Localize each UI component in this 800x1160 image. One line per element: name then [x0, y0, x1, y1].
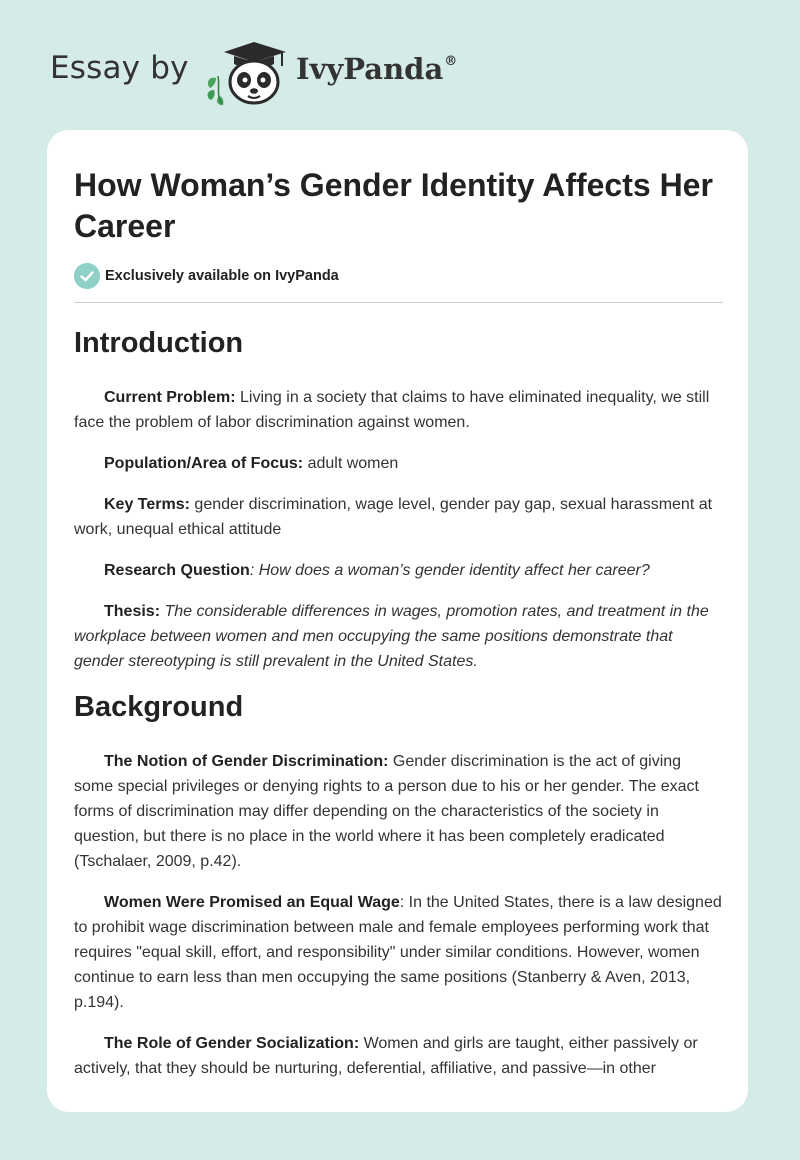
section-heading-introduction: Introduction — [74, 327, 244, 359]
paragraph-text: : In the United States, there is a law designed to prohibit wage discrimination between male and female employees performing work that requires "equal skill, effort, and responsibility" under similar conditions. However, women continue to earn less than men occupying the same positions (Stanberry & Aven, 2013, p.194). — [74, 894, 722, 1011]
paragraph-label: The Role of Gender Socialization: — [104, 1035, 360, 1052]
brand-name[interactable] — [296, 52, 457, 86]
brand-text: IvyPanda — [296, 52, 444, 86]
intro-key-terms — [74, 492, 723, 542]
essay-title: How Woman’s Gender Identity Affects Her Career — [74, 167, 713, 244]
paragraph-text: Gender discrimination is the act of giving some special privileges or denying rights to a person due to his or her gender. The exact forms of discrimination may differ depending on the characteristics of the society in question, but there is no place in the world where it has been completely eradicated (Tschalaer, 2009, p.42). — [74, 753, 699, 870]
check-circle-icon — [74, 263, 100, 289]
background-equal-wage — [74, 890, 723, 1015]
exclusive-text: Exclusively available on IvyPanda — [105, 268, 339, 284]
paragraph-label: Population/Area of Focus: — [104, 455, 304, 472]
intro-research-question — [74, 558, 723, 583]
paragraph-text: How does a woman’s gender identity affect her career? — [254, 562, 650, 579]
paragraph-text: gender discrimination, wage level, gender pay gap, sexual harassment at work, unequal ethical attitude — [74, 496, 713, 538]
divider — [74, 302, 723, 303]
paragraph-label: The Notion of Gender Discrimination: — [104, 753, 389, 770]
paragraph-label-suffix: : — [249, 562, 255, 579]
paragraph-label: Women Were Promised an Equal Wage — [104, 894, 400, 911]
paragraph-label: Current Problem: — [104, 389, 236, 406]
essay-card — [47, 130, 748, 1112]
essay-by-label: Essay by — [50, 50, 189, 86]
paragraph-label: Research Question — [104, 562, 250, 579]
paragraph-text: Living in a society that claims to have eliminated inequality, we still face the problem of labor discrimination against women. — [74, 389, 710, 431]
section-heading-background: Background — [74, 691, 244, 723]
background-gender-socialization — [74, 1031, 723, 1081]
paragraph-text: The considerable differences in wages, promotion rates, and treatment in the workplace between women and men occupying the same positions demonstrate that gender stereotyping is still prevalent in the United States. — [74, 603, 709, 670]
intro-thesis — [74, 599, 723, 674]
paragraph-text: adult women — [303, 455, 399, 472]
site-header — [0, 0, 800, 130]
paragraph-text: Women and girls are taught, either passively or actively, that they should be nurturing, deferential, affiliative, and passive—in other — [74, 1035, 698, 1077]
intro-population — [74, 451, 723, 476]
paragraph-label: Key Terms: — [104, 496, 190, 513]
registered-mark: ® — [444, 54, 458, 69]
intro-current-problem — [74, 385, 723, 435]
paragraph-label: Thesis: — [104, 603, 161, 620]
background-gender-discrimination — [74, 749, 723, 874]
essay-body — [74, 323, 723, 1081]
ivypanda-logo-icon[interactable] — [202, 36, 294, 108]
exclusive-badge — [74, 263, 339, 289]
